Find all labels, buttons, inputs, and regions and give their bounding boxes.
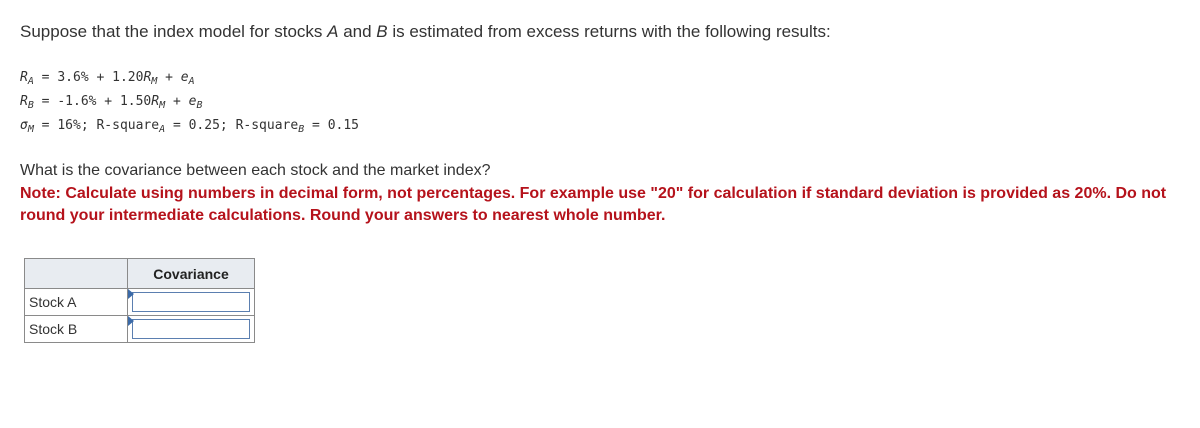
eq-subscript: A — [188, 76, 195, 87]
row-label-stock-b: Stock B — [25, 316, 128, 343]
eq-subscript: M — [27, 124, 34, 135]
eq-text: = 0.15 — [304, 118, 360, 133]
eq-subscript: M — [159, 100, 166, 111]
eq-subscript: A — [27, 76, 34, 87]
eq-symbol: R — [20, 94, 28, 109]
table-header-blank — [25, 259, 128, 289]
problem-intro — [20, 22, 831, 42]
instruction-note: Note: Calculate using numbers in decimal form, not percentages. For example use "20" for calculation if standard deviation is provided as 20%. Do not round your intermediate calculations. Round your answers to nearest whole number. — [20, 185, 1167, 224]
covariance-cell-stock-a — [128, 289, 255, 316]
eq-symbol: R — [143, 70, 152, 85]
eq-symbol: R — [151, 94, 160, 109]
eq-symbol: e — [180, 70, 189, 85]
intro-text-and: and — [338, 22, 377, 41]
eq-symbol: e — [188, 94, 197, 109]
stock-b-symbol: B — [376, 22, 388, 41]
table-row — [25, 316, 255, 343]
eq-text: = 3.6% + 1.20 — [33, 70, 144, 85]
intro-text: Suppose that the index model for stocks — [20, 22, 328, 41]
eq-text: + — [157, 70, 181, 85]
stock-a-symbol: A — [327, 22, 339, 41]
eq-subscript: B — [27, 100, 34, 111]
question-text: What is the covariance between each stock and the market index? — [20, 162, 491, 179]
answer-table — [24, 258, 255, 343]
covariance-cell-stock-b — [128, 316, 255, 343]
equation-stock-a — [20, 70, 195, 87]
eq-subscript: M — [151, 76, 158, 87]
covariance-input-stock-a[interactable] — [132, 292, 250, 312]
eq-text: = 16%; R-square — [33, 118, 160, 133]
eq-symbol: σ — [20, 118, 28, 133]
eq-subscript: A — [159, 124, 166, 135]
input-flag-icon — [128, 289, 134, 299]
table-header-row — [25, 259, 255, 289]
eq-symbol: R — [20, 70, 28, 85]
eq-subscript: B — [298, 124, 305, 135]
input-flag-icon — [128, 316, 134, 326]
intro-text-end: is estimated from excess returns with the following results: — [387, 22, 831, 41]
row-label-stock-a: Stock A — [25, 289, 128, 316]
eq-subscript: B — [196, 100, 203, 111]
eq-text: + — [165, 94, 189, 109]
covariance-input-stock-b[interactable] — [132, 319, 250, 339]
table-row — [25, 289, 255, 316]
eq-text: = 0.25; R-square — [165, 118, 299, 133]
table-header-covariance: Covariance — [128, 259, 255, 289]
eq-text: = -1.6% + 1.50 — [33, 94, 152, 109]
equation-market-stats — [20, 118, 359, 135]
equation-stock-b — [20, 94, 202, 111]
